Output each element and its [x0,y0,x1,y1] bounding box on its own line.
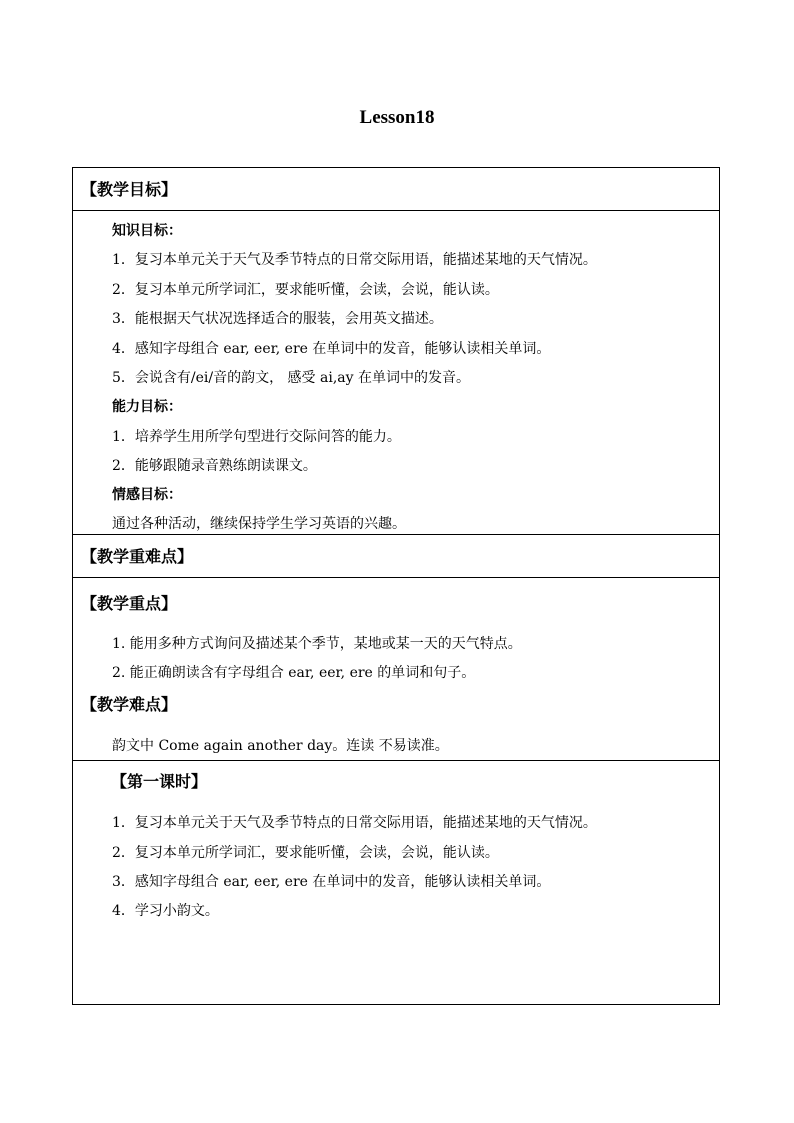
key-points-heading: 【教学重点】 [81,594,178,613]
knowledge-goal-item: 5．会说含有/ei/音的韵文， 感受 ai,ay 在单词中的发音。 [112,370,470,386]
first-lesson-heading: 【第一课时】 [111,772,208,791]
emotion-goal-text: 通过各种活动，继续保持学生学习英语的兴趣。 [112,516,406,532]
emotion-goals-label: 情感目标： [112,487,182,503]
row-divider [73,577,719,578]
key-point-item: 2. 能正确朗读含有字母组合 ear, eer, ere 的单词和句子。 [112,665,476,681]
first-lesson-item: 4．学习小韵文。 [112,903,219,919]
ability-goals-label: 能力目标： [112,399,182,415]
key-point-item: 1. 能用多种方式询问及描述某个季节，某地或某一天的天气特点。 [112,636,522,652]
knowledge-goal-item: 3．能根据天气状况选择适合的服装，会用英文描述。 [112,311,443,327]
first-lesson-item: 2．复习本单元所学词汇，要求能听懂，会读，会说，能认读。 [112,845,499,861]
key-difficult-heading: 【教学重难点】 [81,547,194,566]
row-divider [73,210,719,211]
page-title: Lesson18 [359,107,435,128]
objectives-heading: 【教学目标】 [81,180,178,199]
lesson-table [72,167,720,1005]
knowledge-goal-item: 4．感知字母组合 ear, eer, ere 在单词中的发音，能够认读相关单词。 [112,341,551,357]
knowledge-goal-item: 2．复习本单元所学词汇，要求能听懂，会读，会说，能认读。 [112,282,499,298]
row-divider [73,760,719,761]
knowledge-goal-item: 1．复习本单元关于天气及季节特点的日常交际用语，能描述某地的天气情况。 [112,252,597,268]
first-lesson-item: 1．复习本单元关于天气及季节特点的日常交际用语，能描述某地的天气情况。 [112,815,597,831]
difficult-points-heading: 【教学难点】 [81,695,178,714]
ability-goal-item: 1．培养学生用所学句型进行交际问答的能力。 [112,429,401,445]
row-divider [73,534,719,535]
knowledge-goals-label: 知识目标： [112,223,182,239]
ability-goal-item: 2．能够跟随录音熟练朗读课文。 [112,458,317,474]
first-lesson-item: 3．感知字母组合 ear, eer, ere 在单词中的发音，能够认读相关单词。 [112,874,551,890]
difficult-point-text: 韵文中 Come again another day。连读 不易读准。 [112,738,449,754]
